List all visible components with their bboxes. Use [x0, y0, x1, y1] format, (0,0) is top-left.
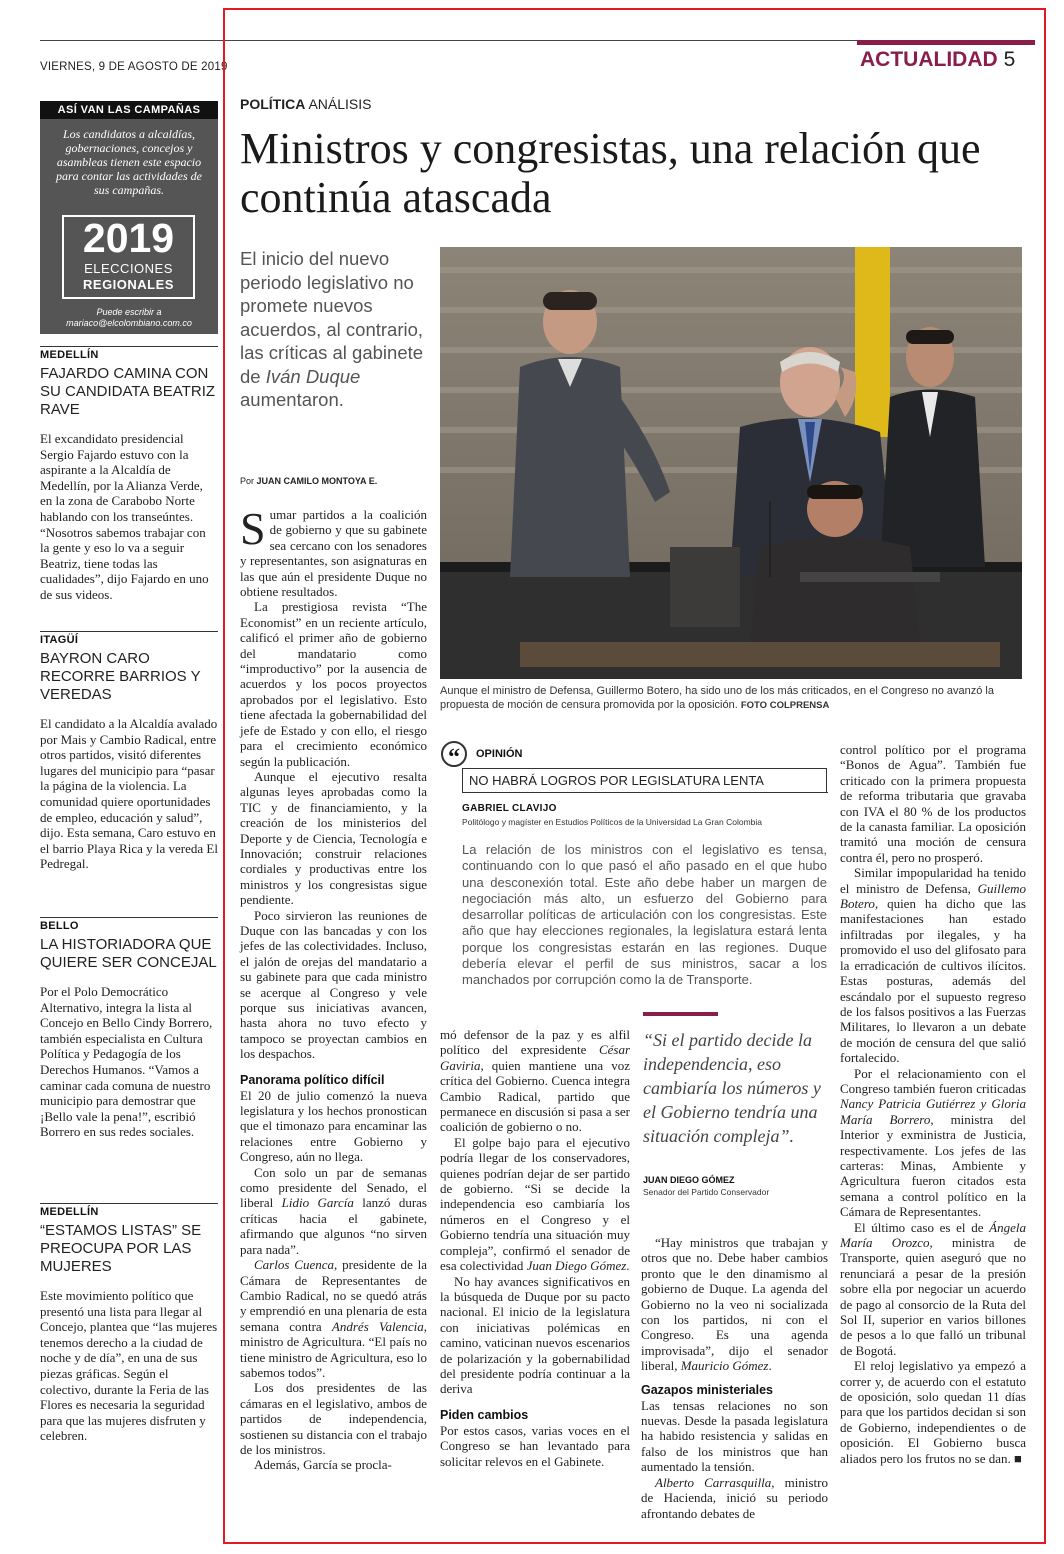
article-column-3 — [641, 1235, 828, 1521]
kicker-type: ANÁLISIS — [308, 96, 372, 112]
byline-author: JUAN CAMILO MONTOYA E. — [256, 476, 378, 486]
opinion-title: NO HABRÁ LOGROS POR LEGISLATURA LENTA — [462, 768, 827, 792]
section-name: ACTUALIDAD — [860, 48, 998, 71]
person-name: Ángela María Orozco — [840, 1219, 1026, 1250]
text: lanzó duras críticas hacia el gabinete, afirmando que algunos “no sirven para nada”. — [240, 1195, 427, 1257]
opinion-author: GABRIEL CLAVIJO — [462, 803, 557, 814]
text: Similar impopularidad ha tenido el ministro de Defensa, — [840, 865, 1026, 896]
paragraph: control político por el programa “Bonos de Agua”. También fue criticado con la primera propuesta de reforma tributaria que gravaba con IVA el 80 % de los productos de la canasta familiar. La oposición tramitó una moción de censura contra él, pero no prosperó. — [840, 742, 1026, 865]
subheading: Gazapos ministeriales — [641, 1382, 774, 1397]
caption-text: Aunque el ministro de Defensa, Guillermo Botero, ha sido uno de los más criticados, en el Congreso no avanzó la propuesta de moción de censura promovida por la oposición. — [440, 685, 994, 711]
lede-text-end: aumentaron. — [240, 389, 344, 410]
sidebar-item-body: El excandidato presidencial Sergio Fajardo estuvo con la aspirante a la Alcaldía de Medellín, por la Alianza Verde, en la zona de Carabobo Norte hablando con los transeúntes. “Nosotros sabemos trabajar con la gente y eso lo va a seguir Beatriz, tiene todas las cualidades”, dijo Fajardo en uno de sus videos. — [40, 431, 209, 602]
paragraph — [840, 865, 1026, 1065]
text: , ministro de Agricultura. “El país no tiene ministro de Agricultura, eso lo sabemos todos”. — [240, 1318, 428, 1380]
section-color-bar — [857, 40, 1035, 45]
text: , ministro de Hacienda, inició su periodo afrontando debates de — [641, 1474, 828, 1521]
paragraph: Aunque el ejecutivo resalta algunas leyes aprobadas como la TIC y de financiamiento, y la creación de los ministerios del Deporte y de Ciencia, Tecnología e Innovación; construir relaciones cordiales y productivas entre los ministros y los congresistas sigue pendiente. — [240, 768, 427, 908]
sidebar-item — [40, 917, 218, 1140]
paragraph — [641, 1235, 828, 1374]
pullquote-author: JUAN DIEGO GÓMEZ — [643, 1175, 735, 1185]
sidebar-item-city: ITAGÜÍ — [40, 634, 79, 646]
article-photo — [440, 247, 1022, 679]
issue-date: VIERNES, 9 DE AGOSTO DE 2019 — [40, 61, 228, 73]
opinion-text: La relación de los ministros con el legislativo es tensa, continuando con lo que pasó el año pasado en el que hubo una desconexión total. Este año debe haber un margen de negociación más alto, un esfuerzo del Gobierno para desarrollar políticas de articulación con los congresistas. Este año que hay elecciones regionales, la legislatura estará lenta porque los congresistas estarán en las regiones. Duque debería elevar el perfil de sus ministros, sacar a los manchados por corrupción como la de Transporte. — [462, 842, 827, 988]
paragraph — [840, 1066, 1026, 1220]
photo-caption — [440, 684, 1030, 713]
article-column-1 — [240, 503, 428, 1473]
article-headline: Ministros y congresistas, una relación que continúa atascada — [240, 124, 981, 222]
sidebar-item — [40, 1203, 218, 1444]
article-column-2 — [440, 1027, 630, 1469]
sidebar-rule — [40, 346, 218, 347]
article-column-4 — [840, 742, 1026, 1466]
sidebar-rule — [40, 917, 218, 918]
sidebar-item-city: BELLO — [40, 920, 79, 932]
sidebar-item-body: Por el Polo Democrático Alternativo, integra la lista al Concejo en Bello Cindy Borrero, también especialista en Cultura Política y Pedagogía de los Derechos Humanos. “Vamos a caminar cada comuna de nuestro municipio para demostrar que ¡Bello vale la pena!”, escribió Borrero en sus redes sociales. — [40, 984, 213, 1140]
text: , ministra del Interior y exministra de Justicia, respectivamente. Los jefes de las carteras: Minas, Ambiente y Agricultura fueron citados esta semana a control político en la Cámara de Representantes. — [840, 1111, 1026, 1220]
opinion-rule — [462, 792, 828, 793]
person-name: Guillemo Botero — [840, 880, 1026, 912]
paragraph: La prestigiosa revista “The Economist” en un reciente artículo, calificó el primer año de gobierno del mandatario como “improductivo” por la ausencia de acuerdos y los pocos proyectos aprobados por el legislativo. Esto tiene afectada la gobernabilidad del jefe de Estado y con ello, el riesgo para el crecimiento económico según la publicación. — [240, 599, 427, 769]
paragraph — [440, 1135, 630, 1274]
pullquote-bar — [643, 1012, 718, 1016]
text: . — [768, 1358, 772, 1374]
sidebar-item — [40, 631, 218, 872]
text: , quien mantiene una voz crítica del Gobierno. Cuenca integra Cambio Radical, partido que permanece en discusión si pasa a ser coalición de gobierno o no. — [440, 1057, 630, 1135]
end-mark-icon: ■ — [1014, 1450, 1022, 1466]
sidebar-item-body: El candidato a la Alcaldía avalado por Mais y Cambio Radical, entre otros partidos, visitó diferentes lugares del municipio para “pasar la página de la violencia. La comunidad quiere oportunidades de empleo, educación y salud”, dijo. Esta semana, Caro estuvo en el barrio Playa Rica y la vereda El Pedregal. — [40, 716, 218, 872]
person-name: César Gaviria — [440, 1042, 630, 1073]
page-number: 5 — [1003, 48, 1016, 71]
article-byline — [240, 476, 377, 486]
contact-label: Puede escribir a — [96, 307, 162, 317]
person-name: Alberto Carrasquilla — [655, 1474, 772, 1490]
lede-text: El inicio del nuevo periodo legislativo no promete nuevos acuerdos, al contrario, las críticas al gabinete de — [240, 248, 424, 387]
quote-icon: “ — [441, 741, 467, 767]
text: , presidente de la Cámara de Representantes de Cambio Radical, no se quedó atrás y emprendió en una plenaria de esta semana contra — [240, 1257, 427, 1334]
paragraph — [240, 1257, 427, 1380]
person-name: Mauricio Gómez — [680, 1358, 769, 1374]
opinion-author-role: Politólogo y magíster en Estudios Políticos de la Universidad La Gran Colombia — [462, 817, 763, 827]
elecciones-2019-logo — [62, 215, 195, 299]
sidebar-item-city: MEDELLÍN — [40, 349, 99, 361]
subheading: Piden cambios — [440, 1407, 529, 1422]
sidebar-item-title: “ESTAMOS LISTAS” SE PREOCUPA POR LAS MUJERES — [40, 1222, 202, 1275]
person-name: Juan Diego Gómez — [526, 1258, 627, 1274]
sidebar-item-title: BAYRON CARO RECORRE BARRIOS Y VEREDAS — [40, 650, 201, 703]
paragraph — [240, 1165, 427, 1257]
sidebar-item-title: FAJARDO CAMINA CON SU CANDIDATA BEATRIZ RAVE — [40, 365, 216, 418]
opinion-label: OPINIÓN — [476, 748, 523, 760]
article-lede — [240, 247, 430, 412]
sidebar-rule — [40, 631, 218, 632]
text: Por el relacionamiento con el Congreso también fueron criticadas — [840, 1065, 1026, 1096]
paragraph: Las tensas relaciones no son nuevas. Desde la pasada legislatura ha habido resistencia y salidas en falso de los ministros que han aumentado la tensión. — [641, 1397, 828, 1475]
logo-year: 2019 — [82, 215, 175, 261]
sidebar-rule — [40, 1203, 218, 1204]
byline-prefix: Por — [240, 476, 255, 486]
paragraph — [840, 1358, 1026, 1466]
subheading: Panorama político difícil — [240, 1072, 385, 1087]
sidebar-item-body: Este movimiento político que presentó una lista para llegar al Concejo, plantea que “las mujeres tenemos derecho a la ciudad de noche y de día”, en una de sus piezas gráficas. Según el colectivo, durante la Feria de las Flores es necesaria la seguridad para que las mujeres disfruten y celebren. — [40, 1288, 218, 1444]
contact-email[interactable]: mariaco@elcolombiano.com.co — [66, 318, 192, 328]
sidebar-contact — [40, 307, 218, 329]
logo-line-2: REGIONALES — [83, 277, 174, 292]
text: Con solo un par de semanas como presidente del Senado, el liberal — [240, 1164, 427, 1211]
person-name: Andrés Valencia — [331, 1318, 424, 1334]
text: , quien ha dicho que las manifestaciones han estado infiltradas por ilegales, y ha promovido el uso del glifosato para la erradicación de cultivos ilícitos. Estas posturas, además del escándalo por el supuesto regreso de los falsos positivos a las Fuerzas Militares, lo llevaron a un debate de moción de censura del que salió fortalecido. — [840, 896, 1026, 1066]
paragraph: Por estos casos, varias voces en el Congreso se han levantado para solicitar relevos en el Gabinete. — [440, 1422, 630, 1469]
pullquote-author-role: Senador del Partido Conservador — [643, 1187, 770, 1197]
paragraph: Poco sirvieron las reuniones de Duque con las bancadas y con los jefes de las colectividades. Incluso, el jalón de orejas del mandatario a su gabinete para que cada ministro se acerque al Congreso y vele porque sus iniciativas avancen, hasta ahora no tuvo efecto y tampoco se proyectan cambios en los despachos. — [240, 907, 427, 1062]
sidebar-campaign-box — [40, 119, 218, 334]
logo-line-1: ELECCIONES — [84, 261, 173, 276]
paragraph — [641, 1475, 828, 1521]
paragraph: Los dos presidentes de las cámaras en el legislativo, ambos de partidos de independencia, sostienen su distancia con el trabajo de los ministros. — [240, 1380, 427, 1457]
person-name: Nancy Patricia Gutiérrez y Gloria María Borrero — [840, 1096, 1026, 1127]
sidebar-item-title: LA HISTORIADORA QUE QUIERE SER CONCEJAL — [40, 936, 217, 971]
text: El golpe bajo para el ejecutivo podría llegar de los conservadores, quienes podrían dejar de ser partido de gobierno. “Si se decide la independencia eso cambiaría los números en el Congreso y el Gobierno tendría una situación muy compleja”, confirmó el senador de esa colectividad — [440, 1134, 630, 1274]
sidebar-intro: Los candidatos a alcaldías, gobernaciones, concejos y asambleas tienen este espacio para contar las actividades de sus campañas. — [56, 127, 202, 197]
text: , ministra de Transporte, quien aseguró que no renunciará a pesar de la presión sobre ella por negociar un acuerdo de pago al consorcio de la Ruta del Sol II, superior en varios billones de pesos a lo que falló un tribunal de Bogotá. — [840, 1235, 1026, 1358]
section-header — [860, 48, 1015, 72]
text: El reloj legislativo ya empezó a correr y, de acuerdo con el estatuto de oposición, solo quedan 11 días para que los partidos decidan si son de Gobierno, independientes o de oposición. El Gobierno busca aliados pero los frutos no se dan. — [840, 1358, 1026, 1466]
paragraph: Además, García se procla- — [254, 1457, 392, 1473]
lede-name: Iván Duque — [265, 365, 361, 387]
paragraph — [440, 1027, 630, 1135]
person-name: Carlos Cuenca — [254, 1257, 334, 1273]
article-kicker — [240, 96, 372, 112]
photo-credit: FOTO COLPRENSA — [740, 700, 830, 711]
sidebar-heading: ASÍ VAN LAS CAMPAÑAS — [40, 101, 218, 119]
paragraph: El 20 de julio comenzó la nueva legislatura y los hechos pronostican que el timonazo para encaminar las relaciones entre Gobierno y Congreso, aún no llega. — [240, 1087, 427, 1165]
drop-cap: S — [240, 503, 266, 554]
sidebar-item-city: MEDELLÍN — [40, 1206, 99, 1218]
paragraph: umar partidos a la coalición de gobierno y que su gabinete sea cercano con los senadores y representantes, son asignaturas en las que aún el presidente Duque no obtiene resultados. — [240, 507, 427, 600]
paragraph — [840, 1220, 1026, 1359]
paragraph: No hay avances significativos en la búsqueda de Duque por su pacto nacional. El inicio de la legislatura con iniciativas polémicas en camino, vaticinan nuevos escenarios de polarización y la gobernabilidad del presidente podría continuar a la deriva — [440, 1273, 630, 1397]
kicker-section: POLÍTICA — [240, 96, 306, 112]
text: “Hay ministros que trabajan y otros que no. Debe haber cambios pronto que le den dinamismo al gobierno de Duque. La agenda del Gobierno no la veo ni socializada con los partidos, ni con el Congreso. Es una agenda improvisada”, dijo el senador liberal, — [641, 1235, 828, 1374]
sidebar-item — [40, 346, 218, 603]
person-name: Lidio García — [281, 1195, 354, 1211]
congress-photo-illustration — [440, 247, 1022, 679]
text: mó defensor de la paz y es alfil político del expresidente — [440, 1027, 630, 1058]
text: . — [626, 1258, 630, 1274]
text: El último caso es el de — [854, 1219, 990, 1235]
pullquote-text: “Si el partido decide la independencia, eso cambiaría los números y el Gobierno tendría una situación compleja”. — [643, 1030, 821, 1146]
